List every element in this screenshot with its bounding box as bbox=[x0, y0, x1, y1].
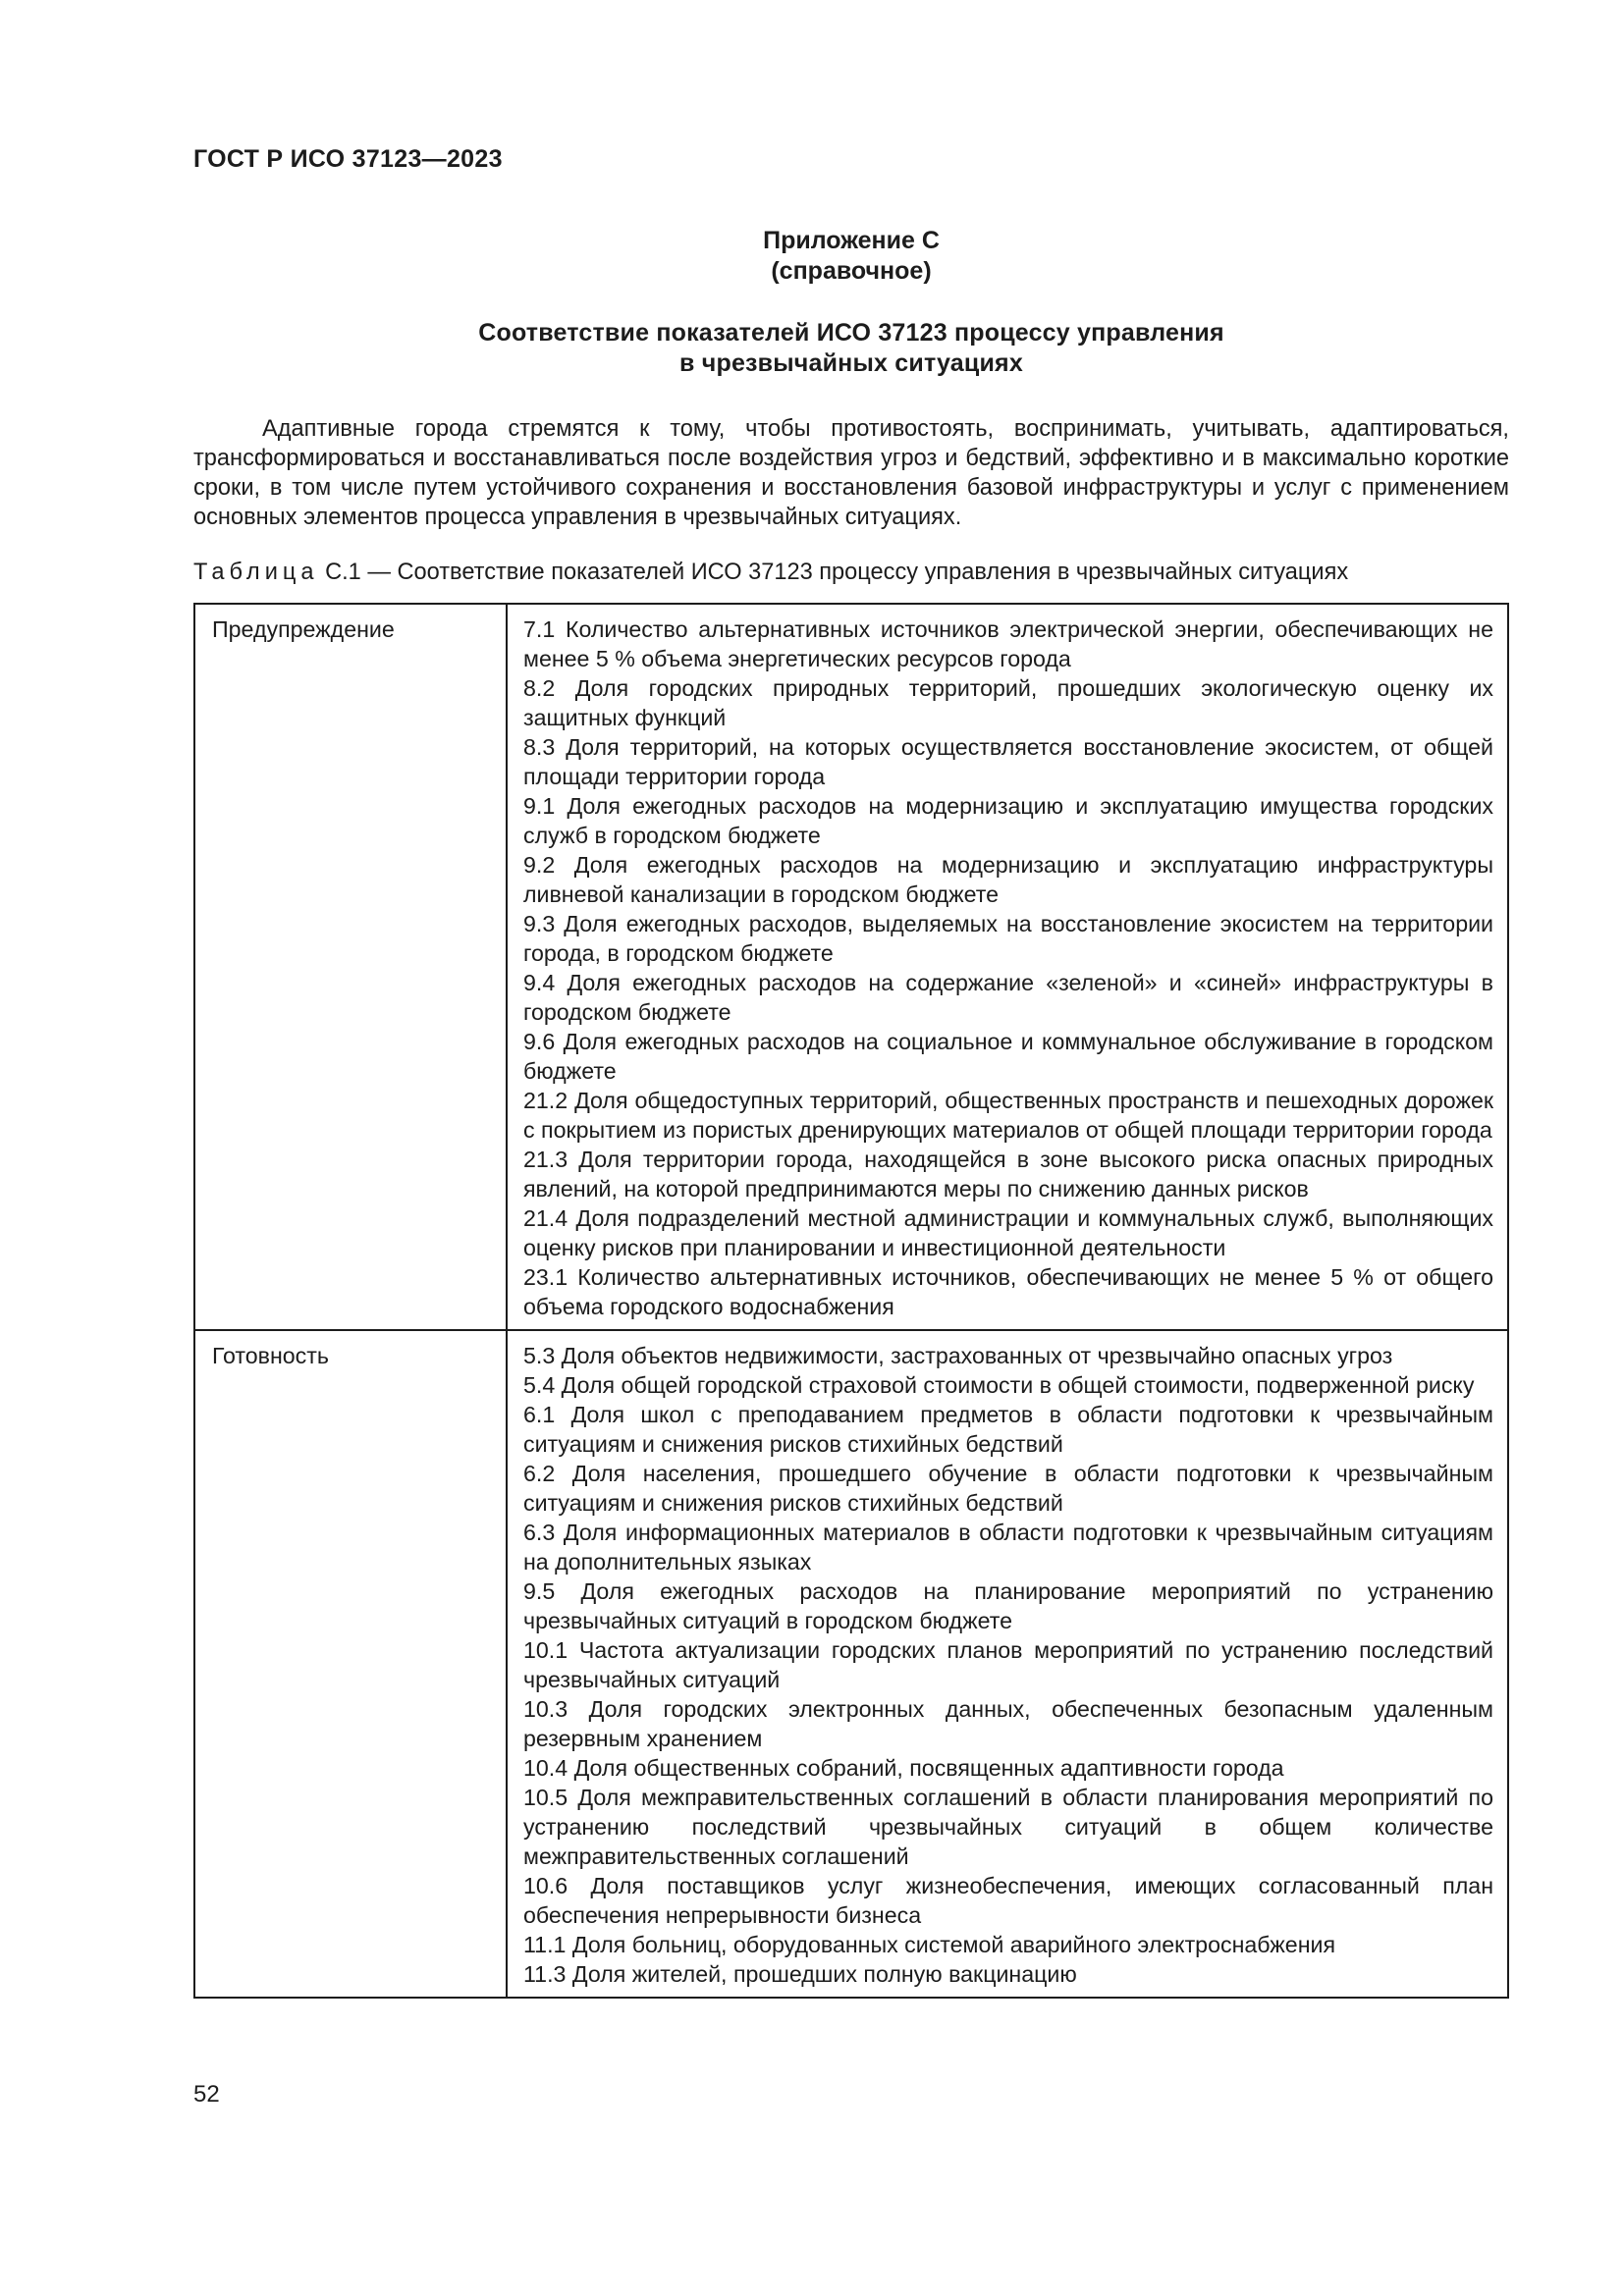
annex-heading-line1: Соответствие показателей ИСО 37123 процессу управления bbox=[478, 319, 1224, 347]
indicator-item: 9.2 Доля ежегодных расходов на модернизацию и эксплуатацию инфраструктуры ливневой канализации в городском бюджете bbox=[523, 852, 1493, 907]
indicator-item: 9.4 Доля ежегодных расходов на содержание «зеленой» и «синей» инфраструктуры в городском бюджете bbox=[523, 970, 1493, 1025]
page-number: 52 bbox=[193, 2081, 220, 2108]
annex-status: (справочное) bbox=[771, 257, 932, 285]
indicator-item: 9.5 Доля ежегодных расходов на планирование мероприятий по устранению чрезвычайных ситуаций в городском бюджете bbox=[523, 1578, 1493, 1633]
indicator-item: 5.3 Доля объектов недвижимости, застрахованных от чрезвычайно опасных угроз bbox=[523, 1343, 1393, 1368]
indicator-item: 21.2 Доля общедоступных территорий, общественных пространств и пешеходных дорожек с покрытием из пористых дренирующих материалов от общей площади территории города bbox=[523, 1088, 1493, 1143]
indicator-item: 21.3 Доля территории города, находящейся в зоне высокого риска опасных природных явлений, на которой предпринимаются меры по снижению данных рисков bbox=[523, 1147, 1493, 1201]
indicator-item: 5.4 Доля общей городской страховой стоимости в общей стоимости, подверженной риску bbox=[523, 1372, 1475, 1398]
indicator-item: 10.5 Доля межправительственных соглашений в области планирования мероприятий по устранению последствий чрезвычайных ситуаций в общем количестве межправительственных соглашений bbox=[523, 1785, 1493, 1869]
annex-heading-line2: в чрезвычайных ситуациях bbox=[679, 349, 1023, 377]
indicator-item: 9.3 Доля ежегодных расходов, выделяемых на восстановление экосистем на территории города, в городском бюджете bbox=[523, 911, 1493, 966]
correspondence-table bbox=[193, 603, 1509, 1999]
indicator-item: 23.1 Количество альтернативных источников, обеспечивающих не менее 5 % от общего объема городского водоснабжения bbox=[523, 1264, 1493, 1319]
intro-paragraph: Адаптивные города стремятся к тому, чтобы противостоять, воспринимать, учитывать, адаптироваться, трансформироваться и восстанавливаться после воздействия угроз и бедствий, эффективно и в максимально короткие сроки, в том числе путем устойчивого сохранения и восстановления базовой инфраструктуры и услуг с применением основных элементов процесса управления в чрезвычайных ситуациях. bbox=[193, 416, 1509, 530]
standard-designation: ГОСТ Р ИСО 37123—2023 bbox=[193, 145, 503, 173]
table-row bbox=[194, 604, 1508, 1330]
indicator-item: 10.6 Доля поставщиков услуг жизнеобеспечения, имеющих согласованный план обеспечения непрерывности бизнеса bbox=[523, 1873, 1493, 1928]
indicator-item: 9.1 Доля ежегодных расходов на модернизацию и эксплуатацию имущества городских служб в городском бюджете bbox=[523, 793, 1493, 848]
indicator-item: 8.3 Доля территорий, на которых осуществляется восстановление экосистем, от общей площади территории города bbox=[523, 734, 1493, 789]
indicator-item: 11.3 Доля жителей, прошедших полную вакцинацию bbox=[523, 1961, 1077, 1987]
indicator-item: 21.4 Доля подразделений местной администрации и коммунальных служб, выполняющих оценку рисков при планировании и инвестиционной деятельности bbox=[523, 1205, 1493, 1260]
annex-title: Приложение С bbox=[763, 227, 940, 254]
annex-heading bbox=[193, 318, 1509, 379]
stage-cell-preparedness: Готовность bbox=[194, 1330, 507, 1998]
indicator-item: 6.1 Доля школ с преподаванием предметов в области подготовки к чрезвычайным ситуациям и снижения рисков стихийных бедствий bbox=[523, 1402, 1493, 1457]
indicator-item: 6.2 Доля населения, прошедшего обучение в области подготовки к чрезвычайным ситуациям и снижения рисков стихийных бедствий bbox=[523, 1461, 1493, 1516]
table-caption-text: С.1 — Соответствие показателей ИСО 37123 процессу управления в чрезвычайных ситуациях bbox=[318, 560, 1349, 585]
indicator-item: 10.1 Частота актуализации городских планов мероприятий по устранению последствий чрезвычайных ситуаций bbox=[523, 1637, 1493, 1692]
indicator-item: 10.4 Доля общественных собраний, посвященных адаптивности города bbox=[523, 1755, 1284, 1781]
indicator-item: 7.1 Количество альтернативных источников электрической энергии, обеспечивающих не менее 5 % объема энергетических ресурсов города bbox=[523, 616, 1493, 671]
indicator-item: 8.2 Доля городских природных территорий, прошедших экологическую оценку их защитных функций bbox=[523, 675, 1493, 730]
table-caption bbox=[193, 558, 1509, 587]
indicators-cell-prevention bbox=[507, 604, 1508, 1330]
table-row bbox=[194, 1330, 1508, 1998]
indicator-item: 10.3 Доля городских электронных данных, обеспеченных безопасным удаленным резервным хранением bbox=[523, 1696, 1493, 1751]
indicators-cell-preparedness bbox=[507, 1330, 1508, 1998]
indicator-item: 9.6 Доля ежегодных расходов на социальное и коммунальное обслуживание в городском бюджете bbox=[523, 1029, 1493, 1084]
stage-cell-prevention: Предупреждение bbox=[194, 604, 507, 1330]
indicator-item: 6.3 Доля информационных материалов в области подготовки к чрезвычайным ситуациям на дополнительных языках bbox=[523, 1520, 1493, 1575]
table-caption-lead: Таблица bbox=[193, 560, 319, 585]
indicator-item: 11.1 Доля больниц, оборудованных системой аварийного электроснабжения bbox=[523, 1932, 1336, 1957]
